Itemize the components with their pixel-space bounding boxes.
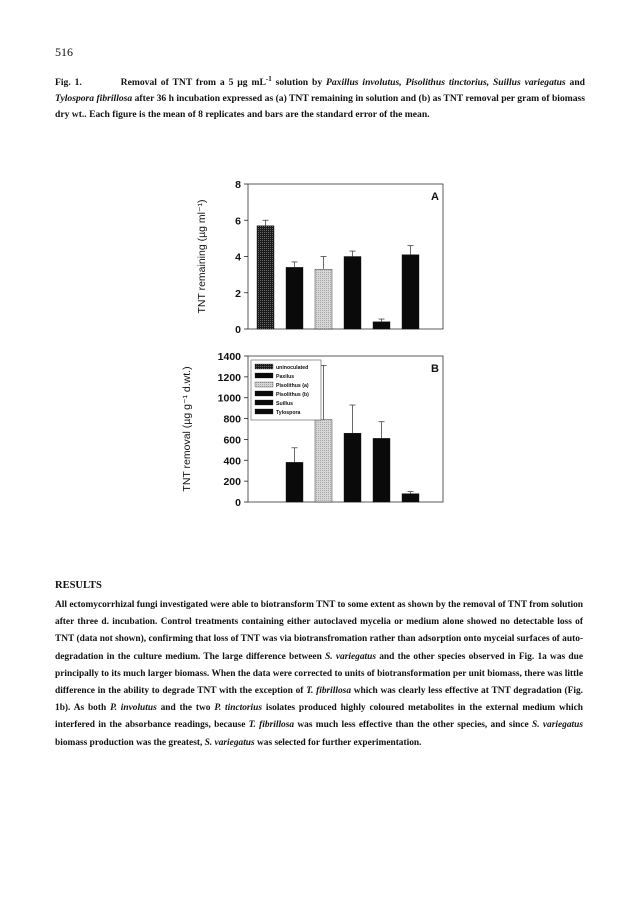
bar bbox=[315, 269, 332, 329]
bar bbox=[257, 226, 274, 329]
caption-fig-label: Fig. 1. bbox=[55, 77, 82, 88]
results-paragraph bbox=[55, 597, 583, 752]
bar bbox=[286, 462, 303, 502]
caption-text: and bbox=[565, 77, 585, 88]
caption-text: solution by bbox=[271, 77, 327, 88]
y-tick-label: 200 bbox=[223, 476, 241, 489]
results-text-run: isolates produced highly coloured metabolites in the external medium which interfered in the absorbance readings, because bbox=[55, 703, 583, 731]
results-heading: RESULTS bbox=[55, 580, 102, 591]
y-tick-label: 4 bbox=[235, 251, 241, 264]
legend-swatch bbox=[255, 373, 273, 378]
results-species: T. fibrillosa bbox=[248, 720, 295, 731]
caption-species: Tylospora fibrillosa bbox=[55, 93, 133, 104]
legend-swatch bbox=[255, 391, 273, 396]
legend-swatch bbox=[255, 400, 273, 405]
results-species: T. fibrillosa bbox=[306, 686, 352, 697]
page-number: 516 bbox=[55, 45, 73, 59]
legend-label: Pisolithus (b) bbox=[276, 392, 309, 398]
results-body bbox=[55, 597, 583, 752]
legend-label: Suillus bbox=[276, 401, 294, 407]
bar bbox=[315, 420, 332, 502]
results-text-run: was much less effective than the other species, and since bbox=[294, 720, 533, 731]
panel-letter: B bbox=[431, 363, 439, 375]
y-tick-label: 800 bbox=[223, 413, 241, 426]
y-tick-label: 600 bbox=[223, 434, 241, 447]
y-tick-label: 1000 bbox=[217, 392, 241, 405]
results-text-run: All ectomycorrhizal fungi investigated were able to biotransform TNT to some extent as shown by the removal of TNT from solution after three d. incubation. Control treatments containing either autoclaved mycelia or medium alone showed no detectable loss of TNT (data not shown), confirming that loss of TNT was via biotransfromation rather than adsorption onto myceial surfaces of auto-degradation in the culture medium. The large difference between bbox=[55, 600, 583, 662]
y-tick-label: 1400 bbox=[217, 351, 241, 363]
y-tick-label: 8 bbox=[235, 179, 241, 191]
results-species: P. tinctorius bbox=[214, 703, 263, 714]
legend-label: Pisolithus (a) bbox=[276, 383, 309, 389]
results-text-run: and the other species observed in Fig. 1a was due principally to its much larger biomass. When the data were corrected to units of biotransformation per unit biomass, there was little difference in the ability to degrade TNT with the exception of bbox=[55, 651, 584, 697]
y-tick-label: 0 bbox=[235, 324, 241, 336]
y-tick-label: 0 bbox=[235, 497, 241, 509]
bar bbox=[344, 257, 361, 330]
chart-panel-a bbox=[196, 179, 443, 336]
panel-letter: A bbox=[431, 191, 439, 203]
caption-superscript: -1 bbox=[265, 74, 272, 83]
legend-swatch bbox=[255, 409, 273, 414]
bar bbox=[402, 255, 419, 329]
results-text-run: biomass production was the greatest, bbox=[55, 737, 205, 748]
y-tick-label: 6 bbox=[235, 215, 241, 228]
y-axis-title: TNT removal (µg g⁻¹ d.wt.) bbox=[181, 366, 193, 492]
caption-species: Paxillus involutus, Pisolithus tinctorius, Suillus variegatus bbox=[326, 77, 566, 88]
bar bbox=[344, 433, 361, 502]
legend-label: uninoculated bbox=[276, 365, 309, 371]
results-text-run: which was clearly less effective at TNT degradation (Fig. 1b). As both bbox=[55, 686, 583, 714]
results-species: S. variegatus bbox=[325, 651, 376, 662]
legend-swatch bbox=[255, 364, 273, 369]
y-axis-title: TNT remaining (µg ml⁻¹) bbox=[196, 199, 208, 314]
bar bbox=[286, 267, 303, 329]
y-tick-label: 1200 bbox=[217, 371, 241, 384]
chart-panel-b bbox=[181, 351, 443, 509]
caption-text: after 36 h incubation expressed as (a) TNT remaining in solution and (b) as TNT removal per gram of biomass dry wt.. Each figure is the mean of 8 replicates and bars are the standard error of the mean. bbox=[55, 93, 585, 120]
caption-text: Removal of TNT from a 5 µg mL bbox=[120, 77, 266, 88]
legend-label: Paxilus bbox=[276, 374, 295, 380]
results-species: S. variegatus bbox=[204, 737, 255, 748]
legend-label: Tylospora bbox=[276, 410, 301, 416]
results-species: P. involutus bbox=[110, 703, 157, 714]
bar bbox=[373, 438, 390, 502]
bar bbox=[373, 322, 390, 329]
y-tick-label: 2 bbox=[235, 287, 241, 300]
results-text-run: was selected for further experimentation. bbox=[254, 737, 422, 748]
results-species: S. variegatus bbox=[532, 720, 583, 731]
bar bbox=[402, 494, 419, 502]
y-tick-label: 400 bbox=[223, 455, 241, 468]
legend-swatch bbox=[255, 382, 273, 387]
results-text-run: and the two bbox=[156, 703, 215, 714]
